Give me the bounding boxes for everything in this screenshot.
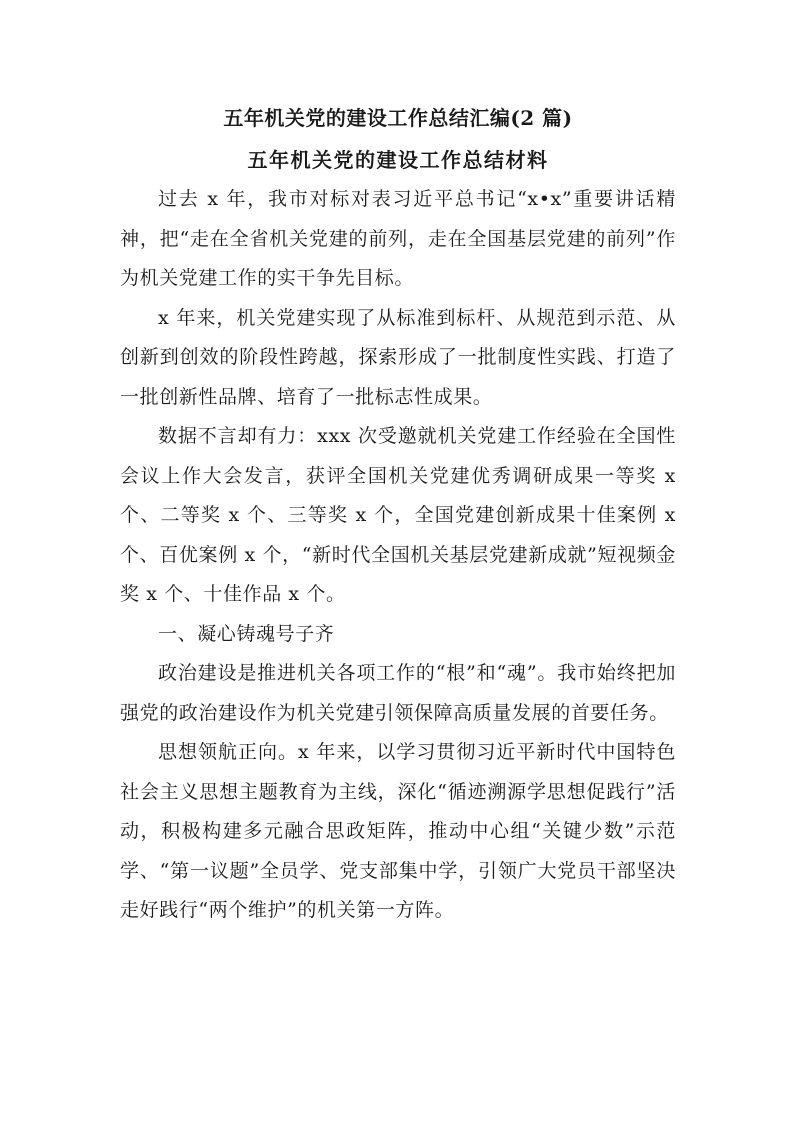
paragraph-ideological-guidance: 思想领航正向。x 年来，以学习贯彻习近平新时代中国特色社会主义思想主题教育为主线，深化“循迹溯源学思想促践行”活动，积极构建多元融合思政矩阵，推动中心组“关键少数”示范学、“第一议题”全员学、党支部集中学，引领广大党员干部坚决走好践行“两个维护”的机关第一方阵。 [120,741,676,921]
paragraph-political-building: 政治建设是推进机关各项工作的“根”和“魂”。我市始终把加强党的政治建设作为机关党建引领保障高质量发展的首要任务。 [120,662,676,724]
document-body [120,98,676,931]
paragraph-intro: 过去 x 年，我市对标对表习近平总书记“x•x”重要讲话精神，把“走在全省机关党建的前列，走在全国基层党建的前列”作为机关党建工作的实干争先目标。 [120,188,676,289]
document-subtitle: 五年机关党的建设工作总结材料 [247,148,549,172]
paragraph-data: 数据不言却有力：xxx 次受邀就机关党建工作经验在全国性会议上作大会发言，获评全国机关党建优秀调研成果一等奖 x 个、二等奖 x 个、三等奖 x 个，全国党建创新成果十佳案例 x 个、百优案例 x 个，“新时代全国机关基层党建新成就”短视频金奖 x 个、十佳作品 x 个。 [120,425,676,605]
section-heading: 一、凝心铸魂号子齐 [158,622,335,645]
paragraph-progress: x 年来，机关党建实现了从标准到标杆、从规范到示范、从创新到创效的阶段性跨越，探索形成了一批制度性实践、打造了一批创新性品牌、培育了一批标志性成果。 [120,306,676,408]
document-title: 五年机关党的建设工作总结汇编(2 篇) [223,106,573,130]
